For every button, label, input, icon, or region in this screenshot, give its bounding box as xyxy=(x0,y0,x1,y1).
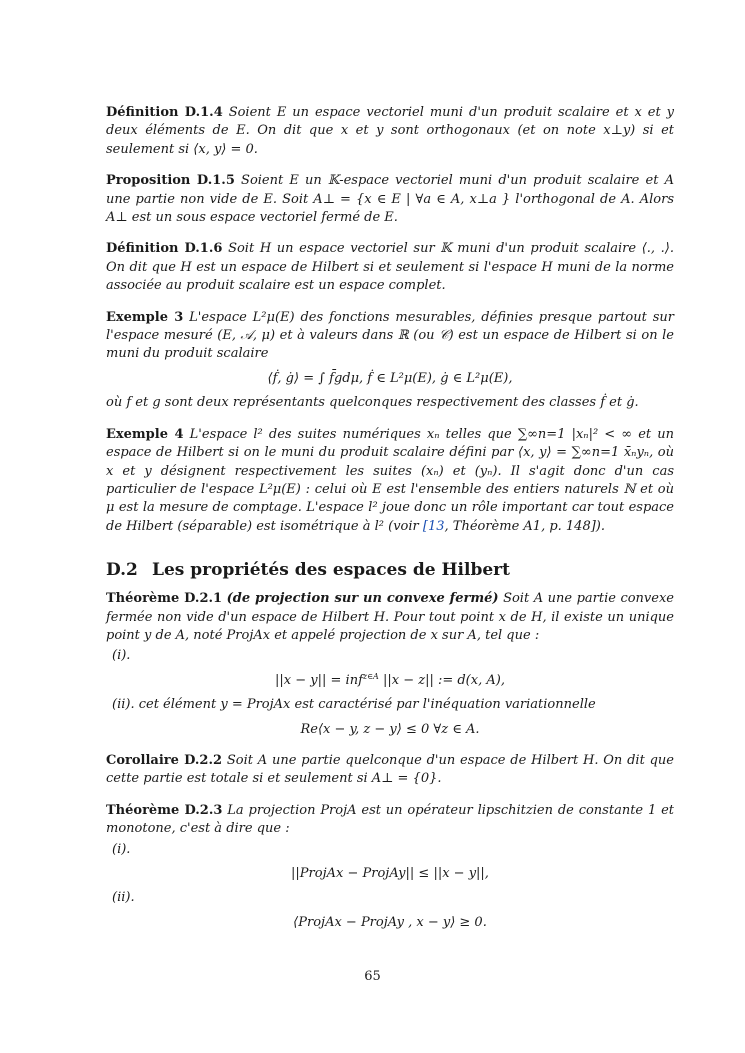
definition-heading: Définition D.1.6 xyxy=(106,241,223,257)
corollary-text: Soit A une partie quelconque d'un espace de Hilbert H. On dit que cette partie est totale si et seulement si A⊥ = {0}. xyxy=(106,752,674,787)
proposition-text: Soient E un 𝕂-espace vectoriel muni d'un produit scalaire et A une partie non vide de E. Soit A⊥ = {x ∈ E | ∀a ∈ A, x⊥a } l'orthogonal de A. Alors A⊥ est un sous espace vectoriel fermé de E. xyxy=(106,173,674,226)
variational-inequality: Re⟨x − y, z − y⟩ ≤ 0 ∀z ∈ A. xyxy=(300,721,480,737)
example-text: L'espace l² des suites numériques xₙ telles que ∑∞n=1 |xₙ|² < ∞ et un espace de Hilbert si on le muni du produit scalaire défini par ⟨x, y⟩ = ∑∞n=1 x̄ₙyₙ, où x et y désignent respectivement les suites (xₙ) et (yₙ). Il s'agit donc d'un cas particulier de l'espace L²μ(E) : celui où E est l'ensemble des entiers naturels ℕ et où μ est la mesure de comptage. L'espace l² joue donc un rôle important car tout espace de Hilbert (séparable) est isométrique à l² (voir xyxy=(106,426,674,534)
item-ii-label: (ii). xyxy=(112,890,135,906)
example-heading: Exemple 4 xyxy=(106,426,184,442)
theorem-d-2-3 xyxy=(106,802,674,932)
section-heading xyxy=(106,560,674,580)
theorem-text: Soit A une partie convexe fermée non vide d'un espace de Hilbert H. Pour tout point x de H, il existe un unique point y de A, noté ProjAx et appelé projection de x sur A, tel que : xyxy=(106,591,674,643)
example-after-text: où f et g sont deux représentants quelconques respectivement des classes ḟ et ġ. xyxy=(106,395,639,411)
example-4 xyxy=(106,426,674,536)
definition-text: Soient E un espace vectoriel muni d'un produit scalaire et x et y deux éléments de E. On dit que x et y sont orthogonaux (et on note x⊥y) si et seulement si ⟨x, y⟩ = 0. xyxy=(106,105,674,157)
definition-d-1-4 xyxy=(106,104,674,159)
section-number: D.2 xyxy=(106,560,138,581)
example-text: L'espace L²μ(E) des fonctions mesurables, définies presque partout sur l'espace mesuré (E, 𝒜, μ) et à valeurs dans ℝ (ou 𝒞) est un espace de Hilbert si on le muni du produit scalaire xyxy=(106,309,674,362)
example-text-end: , Théorème A1, p. 148]). xyxy=(444,518,606,534)
projection-formula xyxy=(106,672,674,690)
lipschitz-formula: ||ProjAx − ProjAy|| ≤ ||x − y||, xyxy=(291,866,489,881)
item-i-label: (i). xyxy=(112,648,131,664)
theorem-heading: Théorème D.2.1 xyxy=(106,591,223,607)
corollary-d-2-2 xyxy=(106,752,674,789)
page-number: 65 xyxy=(364,969,381,984)
item-ii-text: (ii). cet élément y = ProjAx est caractérisé par l'inéquation variationnelle xyxy=(112,697,596,713)
proposition-d-1-5 xyxy=(106,172,674,227)
theorem-subtitle: (de projection sur un convexe fermé) xyxy=(226,591,499,607)
definition-text: Soit H un espace vectoriel sur 𝕂 muni d'un produit scalaire ⟨., .⟩. On dit que H est un espace de Hilbert si et seulement si l'espace H muni de la norme associée au produit scalaire est un espace complet. xyxy=(106,241,675,294)
definition-heading: Définition D.1.4 xyxy=(106,105,223,120)
paper-page xyxy=(106,104,674,945)
formula-left: ||x − y|| = inf xyxy=(275,672,363,688)
theorem-heading: Théorème D.2.3 xyxy=(106,802,223,818)
corollary-heading: Corollaire D.2.2 xyxy=(106,752,223,768)
citation-link[interactable]: [13 xyxy=(422,518,445,534)
item-i-label: (i). xyxy=(112,841,131,857)
proposition-heading: Proposition D.1.5 xyxy=(106,173,235,189)
theorem-text: La projection ProjA est un opérateur lipschitzien de constante 1 et monotone, c'est à dire que : xyxy=(106,802,674,837)
theorem-d-2-1 xyxy=(106,590,674,739)
definition-d-1-6 xyxy=(106,240,674,295)
example-heading: Exemple 3 xyxy=(106,309,184,325)
formula-subscript: z∈A xyxy=(362,671,379,681)
monotone-formula: ⟨ProjAx − ProjAy , x − y⟩ ≥ 0. xyxy=(293,914,487,930)
example-3 xyxy=(106,309,674,413)
section-title: Les propriétés des espaces de Hilbert xyxy=(152,560,510,581)
formula-right: ||x − z|| := d(x, A), xyxy=(382,672,505,688)
inner-product-formula: ⟨ḟ, ġ⟩ = ∫ f̄gdμ, ḟ ∈ L²μ(E), ġ ∈ L²μ(E), xyxy=(267,370,513,386)
